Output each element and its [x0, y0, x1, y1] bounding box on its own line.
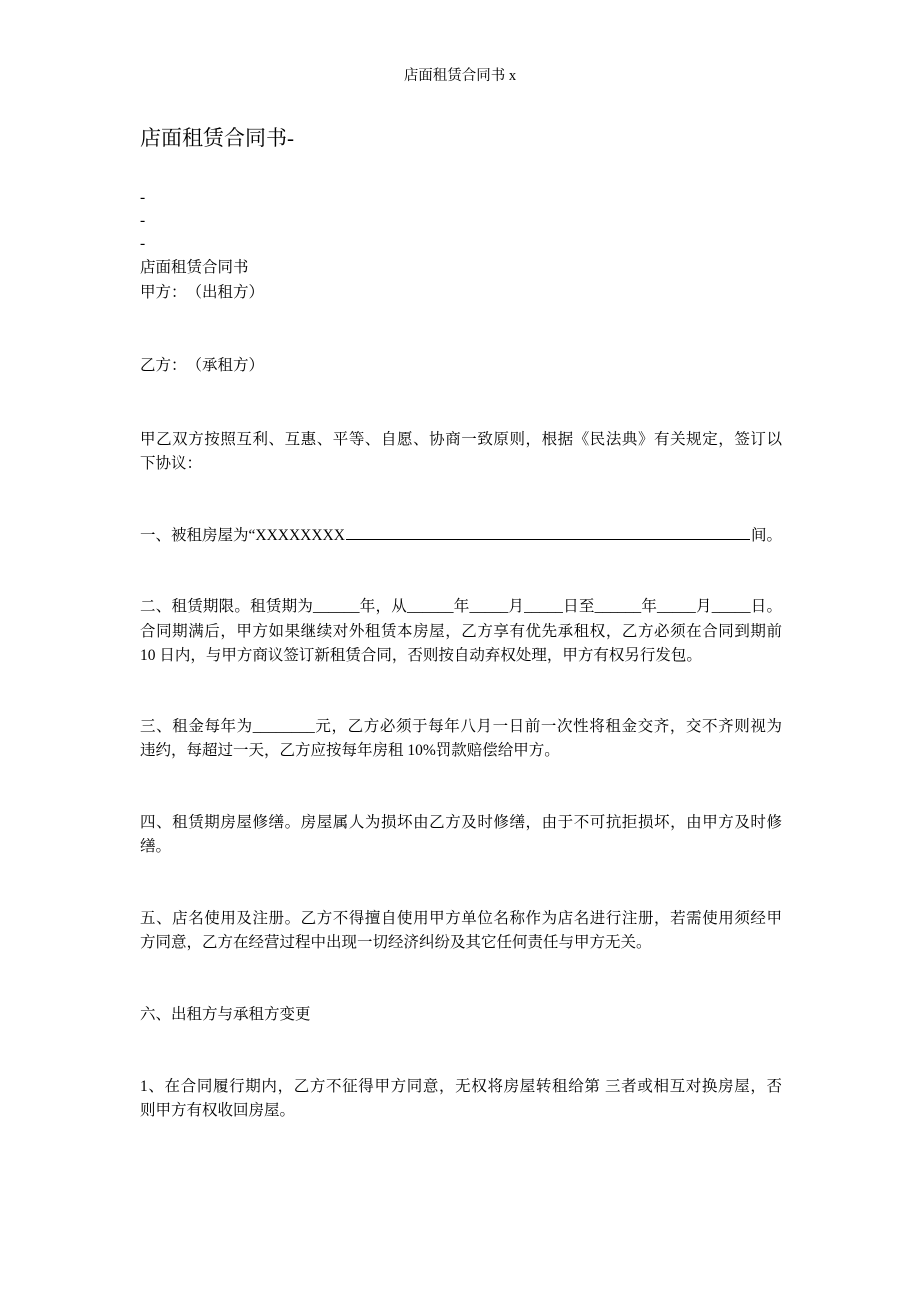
party-a-line: 甲方： （出租方）: [140, 284, 265, 301]
paragraph-line: 五、店名使用及注册。乙方不得擅自使用甲方单位名称作为店名进行注册，若需使用须经甲: [140, 910, 782, 927]
paragraph-line: 合同期满后，甲方如果继续对外租赁本房屋，乙方享有优先承租权，乙方必须在合同到期前: [140, 623, 782, 640]
paragraph-line: 方同意，乙方在经营过程中出现一切经济纠纷及其它任何责任与甲方无关。: [140, 934, 652, 951]
page-header: 店面租赁合同书 x: [403, 68, 517, 84]
paragraph-line: 缮。: [140, 838, 172, 855]
document-title: 店面租赁合同书-: [140, 126, 294, 150]
house-blank-underline: [346, 524, 750, 540]
paragraph-line: 二、租赁期限。租赁期为______年，从______年_____月_____日至______年_____月_____日。: [140, 598, 782, 615]
contract-subtitle: 店面租赁合同书: [140, 259, 249, 276]
paragraph-line: 10 日内，与甲方商议签订新租赁合同，否则按自动弃权处理，甲方有权另行发包。: [140, 647, 702, 664]
dash-line: -: [140, 189, 146, 206]
clause-6-heading: 六、出租方与承租方变更: [140, 1006, 311, 1023]
dash-line: -: [140, 235, 146, 252]
paragraph-line: 则甲方有权收回房屋。: [140, 1102, 296, 1119]
party-b-line: 乙方： （承租方）: [140, 357, 265, 374]
paragraph-line: 四、租赁期房屋修缮。房屋属人为损坏由乙方及时修缮，由于不可抗拒损坏，由甲方及时修: [140, 814, 782, 831]
paragraph-line: 甲乙双方按照互利、互惠、平等、自愿、协商一致原则，根据《民法典》有关规定，签订以: [140, 431, 782, 448]
paragraph-line: 下协议：: [140, 455, 203, 472]
paragraph-line: 1、在合同履行期内，乙方不征得甲方同意，无权将房屋转租给第 三者或相互对换房屋，否: [140, 1078, 782, 1095]
clause-1-suffix: 间。: [750, 527, 782, 544]
clause-1: [140, 524, 782, 546]
clause-1-prefix: 一、被租房屋为“XXXXXXXX: [140, 527, 345, 544]
paragraph-line: 违约，每超过一天，乙方应按每年房租 10%罚款赔偿给甲方。: [140, 742, 560, 759]
paragraph-line: 三、租金每年为________元，乙方必须于每年八月一日前一次性将租金交齐，交不齐则视为: [140, 718, 782, 735]
dash-line: -: [140, 212, 146, 229]
